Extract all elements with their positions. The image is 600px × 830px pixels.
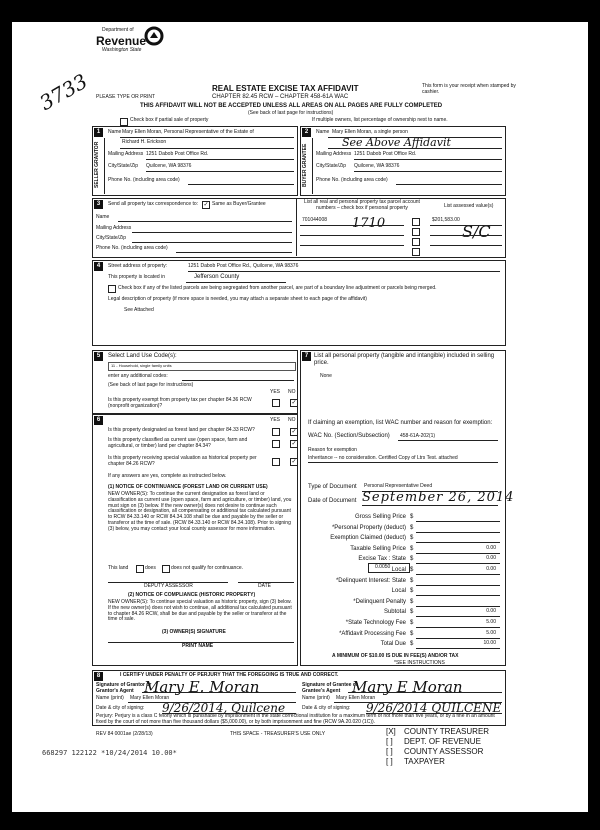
certify-text: I CERTIFY UNDER PENALTY OF PERJURY THAT THE FOREGOING IS TRUE AND CORRECT.	[120, 672, 339, 678]
section-3-badge: 3	[94, 200, 103, 209]
fee-value: 5.00	[486, 619, 496, 625]
s5-yes: YES	[270, 389, 281, 395]
receipt-note: This form is your receipt when stamped by cashier.	[422, 83, 516, 95]
assessed-value: $201,583.00	[432, 217, 460, 223]
fee-value: 0.00	[486, 566, 496, 572]
fee-value: 0.00	[486, 608, 496, 615]
land-use-value: 11 - Household, single family units	[111, 363, 172, 368]
seller-name: Mary Ellen Moran, Personal Representative of the Estate of	[122, 129, 254, 135]
owner-signature-label: (3) OWNER(S) SIGNATURE	[162, 629, 226, 635]
continuance-text: NEW OWNER(S): To continue the current designation as forest land or classification as current use (open space, farm and agriculture, or timber) land, you must sign on (3) below. If the new owner(s) does not desire to continue such classification or designation, all compensating or additional tax calculated pursuant to RCW 84.33.140 or RCW 84.34.108 shall be due and payable by the seller or transferor at the time of sale. (RCW 84.33.140 or RCW 84.34.108). Prior to signing (3) below, you may contact your local county assessor for more information.	[108, 491, 292, 532]
s6-yes: YES	[270, 417, 281, 423]
handwritten-sc: S/C	[462, 222, 491, 241]
fee-row	[308, 599, 500, 608]
exempt-no-checkbox[interactable]: ✓	[291, 400, 297, 406]
grantee-date-label: Date & city of signing:	[302, 705, 351, 711]
personal-property-checkbox-2[interactable]	[412, 228, 420, 236]
fee-currency: $	[410, 641, 414, 648]
fee-currency: $	[410, 630, 414, 637]
exempt-yes-checkbox[interactable]	[272, 399, 280, 407]
fee-currency: $	[410, 620, 414, 626]
seller-name-label: Name	[108, 129, 122, 135]
does-not-checkbox[interactable]	[162, 565, 170, 573]
doc-date-value: September 26, 2014	[362, 490, 515, 505]
fee-row	[308, 525, 500, 534]
fee-currency: $	[410, 545, 414, 552]
section-5-badge: 5	[94, 352, 103, 361]
fee-value: 0.00	[486, 555, 496, 562]
land-use-select[interactable]	[108, 362, 296, 371]
handwritten-number: 3733	[35, 68, 92, 116]
see-instructions: *SEE INSTRUCTIONS	[394, 660, 445, 666]
buyer-city: Quilcene, WA 98376	[354, 163, 400, 169]
personal-property-checkbox-1[interactable]	[412, 218, 420, 226]
street-label: Street address of property:	[108, 263, 168, 269]
grantee-name-label: Name (print)	[302, 695, 330, 701]
legal-label: Legal description of property (if more space is needed, you may attach a separate sheet to each page of the affidavit)	[108, 296, 367, 302]
seller-mailing-label: Mailing Address	[108, 151, 144, 157]
grantor-name-value: Mary Ellen Moran	[130, 695, 170, 701]
q3-yes-checkbox[interactable]	[272, 458, 280, 466]
historic-text: NEW OWNER(S): To continue special valuation as historic property, sign (3) below. If the new owner(s) does not wish to continue, all additional tax calculated pursuant to chapter 84.26 RCW, shall be due and payable by the seller or transferor at the time of sale.	[108, 599, 292, 623]
fee-row	[308, 514, 500, 523]
tax-rate: 0.0050	[375, 564, 391, 570]
does-not-label: does not qualify for continuance.	[171, 565, 243, 571]
segregated-checkbox[interactable]	[108, 285, 116, 293]
section-7-badge: 7	[302, 352, 311, 361]
deputy-assessor: DEPUTY ASSESSOR	[144, 583, 193, 589]
fee-label: Local	[391, 567, 406, 573]
continuance-title: (1) NOTICE OF CONTINUANCE (FOREST LAND OR CURRENT USE)	[108, 484, 268, 490]
s6-no: NO	[288, 417, 296, 423]
type-or-print: PLEASE TYPE OR PRINT	[96, 94, 156, 100]
reason-label: Reason for exemption	[308, 447, 357, 453]
tax-rate-box	[368, 563, 410, 573]
copy-checkbox[interactable]: [ ]	[386, 737, 393, 746]
grantor-date-label: Date & city of signing:	[96, 705, 145, 711]
q2-yes-checkbox[interactable]	[272, 440, 280, 448]
multiple-owners-note: If multiple owners, list percentage of ownership next to name.	[312, 117, 448, 123]
q1-no-checkbox[interactable]: ✓	[291, 429, 297, 435]
treasurer-only: THIS SPACE - TREASURER'S USE ONLY	[230, 731, 326, 737]
additional-codes: enter any additional codes:	[108, 373, 168, 379]
q-forest-land: Is this property designated as forest land per chapter 84.33 RCW?	[108, 427, 255, 433]
affidavit-page	[12, 22, 588, 812]
fee-currency: $	[410, 609, 414, 616]
sig-grantor: Mary E. Moran	[144, 678, 260, 696]
perjury-text: Perjury: Perjury is a class C felony which is punishable by imprisonment in the state correctional institution for a maximum term of not more than five years, or by a fine in an amount fixed by the court of not more than five thousand dollars ($5,000.00), or by both imprisonment and fine (RCW 9A.20.020 (1C)).	[96, 713, 495, 725]
buyer-phone-label: Phone No. (including area code)	[316, 177, 388, 183]
logo-revenue: Revenue	[96, 34, 147, 48]
fee-label: *Personal Property (deduct)	[331, 524, 406, 531]
county-value: Jefferson County	[194, 274, 240, 280]
seller-city-label: City/State/Zip	[108, 163, 139, 169]
fee-value: 5.00	[486, 629, 496, 636]
this-land-label: This land	[108, 565, 129, 571]
partial-sale-checkbox[interactable]	[120, 118, 128, 126]
form-warning: THIS AFFIDAVIT WILL NOT BE ACCEPTED UNLESS ALL AREAS ON ALL PAGES ARE FULLY COMPLETED	[140, 103, 443, 109]
minimum-due: A MINIMUM OF $10.00 IS DUE IN FEE(S) AND/OR TAX	[332, 653, 459, 659]
fee-row	[308, 631, 500, 640]
fee-row	[308, 641, 500, 650]
fee-value: 10.00	[483, 640, 496, 647]
treasurer-stamp: 668297 122122 *10/24/2014 10.00*	[42, 749, 177, 757]
land-use-label: Select Land Use Code(s):	[108, 353, 177, 359]
fee-currency: $	[410, 556, 414, 563]
q2-no-checkbox[interactable]: ✓	[291, 441, 297, 447]
revenue-logo	[92, 26, 172, 66]
wac-value: 458-61A-202(1)	[400, 433, 436, 439]
buyer-name-label: Name	[316, 129, 330, 135]
grantor-date: 9/26/2014, Quilcene	[162, 701, 286, 715]
personal-property-label: List all personal property (tangible and intangible) included in selling price.	[314, 353, 495, 366]
personal-property-value: None	[320, 373, 332, 379]
same-as-buyer-label: Same as Buyer/Grantee	[212, 201, 266, 207]
q1-yes-checkbox[interactable]	[272, 428, 280, 436]
rev-number: REV 84 0001ae (2/28/13)	[96, 731, 153, 737]
buyer-city-label: City/State/Zip	[316, 163, 347, 169]
reason-value: Inheritance -- no consideration. Certified Copy of Ltrs Test. attached	[308, 455, 458, 461]
seller-side-label: SELLER GRANTOR	[94, 141, 100, 189]
doc-type-value: Personal Representative Deed	[364, 483, 433, 489]
section-6-badge: 6	[94, 416, 103, 425]
segregated-label: Check box if any of the listed parcels are being segregated from another parcel, are part of a boundary line adjustment or parcels being merged.	[118, 285, 437, 291]
personal-property-checkbox-4[interactable]	[412, 248, 420, 256]
parcel-header: List all real and personal property tax parcel account numbers – check box if personal property	[304, 199, 420, 211]
fee-label: *State Technology Fee	[345, 620, 406, 626]
section-1-badge: 1	[94, 128, 103, 137]
fee-label: *Affidavit Processing Fee	[339, 630, 406, 637]
grantee-date: 9/26/2014 QUILCENE	[366, 701, 502, 715]
s5-see-back: (See back of last page for instructions)	[108, 382, 194, 388]
doc-type-label: Type of Document	[308, 484, 357, 490]
copy-checkbox[interactable]: [X]	[386, 727, 396, 736]
section-2-badge: 2	[302, 128, 311, 137]
copy-label: TAXPAYER	[404, 757, 445, 766]
fee-row	[308, 546, 500, 555]
same-as-buyer-checkbox[interactable]: ✓	[203, 202, 209, 208]
section-4	[92, 260, 506, 346]
partial-sale-label: Check box if partial sale of property	[130, 117, 209, 123]
fee-label: Excise Tax : State	[358, 556, 406, 563]
q-current-use: Is this property classified as current use (open space, farm and agricultural, or timber) land per chapter 84.34?	[108, 437, 248, 449]
fee-currency: $	[410, 567, 414, 573]
form-title: REAL ESTATE EXCISE TAX AFFIDAVIT	[212, 84, 359, 93]
see-attached: See Attached	[124, 307, 154, 313]
fee-currency: $	[410, 588, 414, 595]
form-chapter: CHAPTER 82.45 RCW – CHAPTER 458-61A WAC	[212, 94, 349, 100]
seller-name-line2: Richard H. Erickson	[122, 139, 167, 145]
fee-currency: $	[410, 577, 414, 584]
grantor-name-label: Name (print)	[96, 695, 124, 701]
historic-title: (2) NOTICE OF COMPLIANCE (HISTORIC PROPERTY)	[128, 592, 256, 598]
fee-label: Exemption Claimed (deduct)	[330, 535, 406, 542]
copy-label: COUNTY ASSESSOR	[404, 747, 484, 756]
located-label: This property is located in	[108, 274, 165, 280]
send-correspondence-label: Send all property tax correspondence to:	[108, 201, 199, 207]
fee-label: *Delinquent Interest: State	[335, 577, 406, 584]
fee-row	[308, 535, 500, 544]
logo-state: Washington State	[102, 47, 142, 53]
buyer-mailing: 1251 Dabob Post Office Rd.	[354, 151, 417, 157]
q3-no-checkbox[interactable]: ✓	[291, 459, 297, 465]
logo-swoosh-icon	[144, 26, 164, 46]
doc-date-label: Date of Document	[308, 498, 357, 504]
grantee-name-value: Mary Ellen Moran	[336, 695, 376, 701]
handwritten-parcel: 1710	[352, 216, 386, 231]
fee-label: Subtotal	[383, 609, 406, 616]
fee-label: Gross Selling Price	[354, 514, 406, 520]
sig-grantee: Mary E Moran	[352, 678, 463, 696]
copy-label: COUNTY TREASURER	[404, 727, 490, 736]
q-historic: Is this property receiving special valuation as historical property per chapter 84.26 RCW?	[108, 455, 257, 467]
fee-currency: $	[410, 524, 414, 531]
buyer-handwritten: See Above Affidavit	[342, 136, 451, 149]
buyer-mailing-label: Mailing Address	[316, 151, 352, 157]
fee-row	[308, 609, 500, 618]
fee-label: Taxable Selling Price	[350, 545, 406, 552]
seller-mailing: 1251 Dabob Post Office Rd.	[146, 151, 209, 157]
street-value: 1251 Dabob Post Office Rd., Quilcene, WA 98376	[188, 263, 299, 269]
fee-label: Local	[391, 588, 406, 595]
exempt-question: Is this property exempt from property tax per chapter 84.36 RCW (nonprofit organization)?	[108, 397, 252, 409]
section-7	[300, 350, 506, 666]
copy-checkbox[interactable]: [ ]	[386, 747, 393, 756]
s3-phone-label: Phone No. (including area code)	[96, 245, 168, 251]
fee-row	[308, 620, 500, 629]
fee-label: Total Due	[380, 641, 406, 648]
fee-label: *Delinquent Penalty	[353, 598, 406, 605]
exemption-question: If claiming an exemption, list WAC number and reason for exemption:	[308, 420, 493, 426]
assessed-header: List assessed value(s)	[444, 203, 494, 209]
seller-city: Quilcene, WA 98376	[146, 163, 192, 169]
fee-row	[308, 588, 500, 597]
s5-no: NO	[288, 389, 296, 395]
fee-currency: $	[410, 535, 414, 542]
section-4-badge: 4	[94, 262, 103, 271]
parcel-number: 701044008	[302, 217, 328, 223]
does-checkbox[interactable]	[136, 565, 144, 573]
buyer-name: Mary Ellen Moran, a single person	[332, 129, 408, 135]
see-back: (See back of last page for instructions)	[248, 110, 334, 116]
fee-row	[308, 578, 500, 587]
fee-currency: $	[410, 514, 414, 520]
print-name-label: PRINT NAME	[182, 643, 214, 649]
sig-grantor-label: Signature of Grantor or Grantor's Agent	[96, 682, 152, 694]
if-yes-note: If any answers are yes, complete as instructed below.	[108, 473, 227, 479]
s3-city-label: City/State/Zip	[96, 235, 127, 241]
personal-property-checkbox-3[interactable]	[412, 238, 420, 246]
copy-label: DEPT. OF REVENUE	[404, 737, 481, 746]
s3-name-label: Name	[96, 214, 110, 220]
s3-mailing-label: Mailing Address	[96, 225, 132, 231]
wac-label: WAC No. (Section/Subsection)	[308, 433, 390, 439]
buyer-side-label: BUYER GRANTEE	[302, 143, 308, 187]
sig-grantee-label: Signature of Grantee or Grantee's Agent	[302, 682, 358, 694]
fee-value: 0.00	[486, 544, 496, 551]
copy-checkbox[interactable]: [ ]	[386, 757, 393, 766]
does-label: does	[145, 565, 156, 571]
logo-dept: Department of	[102, 27, 134, 33]
deputy-date: DATE	[258, 583, 271, 589]
fee-currency: $	[410, 598, 414, 605]
section-8-badge: 8	[94, 672, 103, 681]
seller-phone-label: Phone No. (including area code)	[108, 177, 180, 183]
